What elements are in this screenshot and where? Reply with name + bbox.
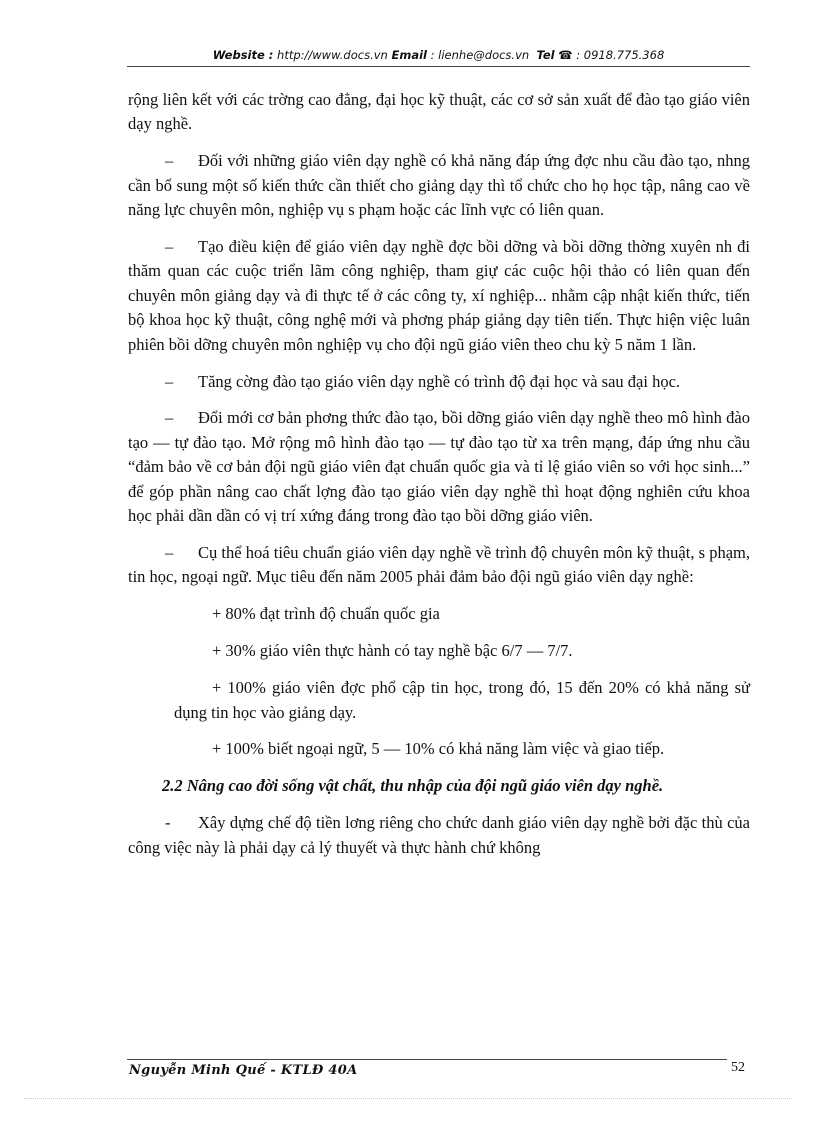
paragraph-5-text: Đổi mới cơ bản phơng thức đào tạo, bồi dỡng giáo viên dạy nghề theo mô hình đào tạo — tự đào tạo. Mở rộng mô hình đào tạo — tự đào tạo từ xa trên mạng, đáp ứng nhu cầu “đảm bảo về cơ bản đội ngũ giáo viên đạt chuẩn quốc gia và tỉ lệ giáo viên so với học sinh...” để góp phần nâng cao chất lợng đào tạo giáo viên dạy nghề thì hoạt động nghiên cứu khoa học phải dần dần có vị trí xứng đáng trong đào tạo bồi dỡng giáo viên. — [128, 408, 750, 526]
section-heading: 2.2 Nâng cao đời sống vật chất, thu nhập của đội ngũ giáo viên dạy nghề. — [162, 776, 664, 796]
paragraph-7-text: Xây dựng chế độ tiền lơng riêng cho chức danh giáo viên dạy nghề bởi đặc thù của công việc này là phải dạy cả lý thuyết và thực hành chứ không — [128, 813, 750, 857]
dash-bullet: – — [165, 408, 174, 428]
target-item-3: + 100% giáo viên đợc phổ cập tin học, trong đó, 15 đến 20% có khả năng sử dụng tin học vào giảng dạy. — [174, 678, 750, 722]
paragraph-5 — [128, 406, 750, 528]
tel-label: Tel — [536, 48, 555, 62]
tel-number: : 0918.775.368 — [576, 48, 665, 62]
page-number: 52 — [731, 1060, 745, 1075]
page-header — [127, 48, 750, 66]
target-item-4: + 100% biết ngoại ngữ, 5 — 10% có khả năng làm việc và giao tiếp. — [212, 739, 665, 759]
paragraph-3 — [128, 235, 750, 357]
website-label: Website : — [212, 48, 274, 62]
paragraph-1: rộng liên kết với các trờng cao đẳng, đại học kỹ thuật, các cơ sở sản xuất để đào tạo giáo viên dạy nghề. — [128, 90, 750, 134]
dash-bullet: - — [165, 813, 171, 833]
paragraph-6-text: Cụ thể hoá tiêu chuẩn giáo viên dạy nghề về trình độ chuyên môn kỹ thuật, s phạm, tin học, ngoại ngữ. Mục tiêu đến năm 2005 phải đảm bảo đội ngũ giáo viên dạy nghề: — [128, 543, 750, 587]
dash-bullet: – — [165, 371, 174, 391]
paragraph-4 — [128, 370, 750, 394]
paragraph-6 — [128, 541, 750, 590]
footer-author: Nguyễn Minh Quế - KTLĐ 40A — [129, 1063, 358, 1078]
dash-bullet: – — [165, 237, 174, 257]
paragraph-2-text: Đối với những giáo viên dạy nghề có khả năng đáp ứng đợc nhu cầu đào tạo, nhng cần bổ sung một số kiến thức cần thiết cho giảng dạy thì tổ chức cho họ học tập, nâng cao về năng lực chuyên môn, nghiệp vụ s phạm hoặc các lĩnh vực có liên quan. — [128, 151, 750, 220]
page-bottom-border — [24, 1098, 792, 1099]
header-divider — [127, 66, 750, 67]
dash-bullet: – — [165, 151, 174, 171]
phone-icon: ☎ — [558, 48, 573, 62]
email-label: Email — [391, 48, 427, 62]
dash-bullet: – — [165, 543, 174, 562]
footer-divider — [127, 1059, 727, 1060]
paragraph-3-text: Tạo điều kiện để giáo viên dạy nghề đợc bồi dỡng và bồi dỡng thờng xuyên nh đi thăm quan các cuộc triển lãm công nghiệp, tham giự các cuộc hội thảo có liên quan đến chuyên môn giảng dạy và đi thực tế ở các công ty, xí nghiệp... nhằm cập nhật kiến thức, tiến bộ khoa học kỹ thuật, công nghệ mới và phơng pháp giảng dạy tiên tiến. Thực hiện việc luân phiên bồi dỡng chuyên môn nghiệp vụ cho đội ngũ giáo viên theo chu kỳ 5 năm 1 lần. — [128, 237, 750, 354]
paragraph-2 — [128, 149, 750, 222]
target-item-2: + 30% giáo viên thực hành có tay nghề bậc 6/7 — 7/7. — [212, 641, 573, 661]
paragraph-7 — [128, 811, 750, 860]
target-item-1: + 80% đạt trình độ chuẩn quốc gia — [212, 604, 440, 624]
paragraph-4-text: Tăng cờng đào tạo giáo viên dạy nghề có trình độ đại học và sau đại học. — [198, 371, 681, 391]
email-address[interactable]: : lienhe@docs.vn — [430, 48, 530, 62]
document-body — [128, 88, 750, 873]
website-url[interactable]: http://www.docs.vn — [277, 48, 388, 62]
